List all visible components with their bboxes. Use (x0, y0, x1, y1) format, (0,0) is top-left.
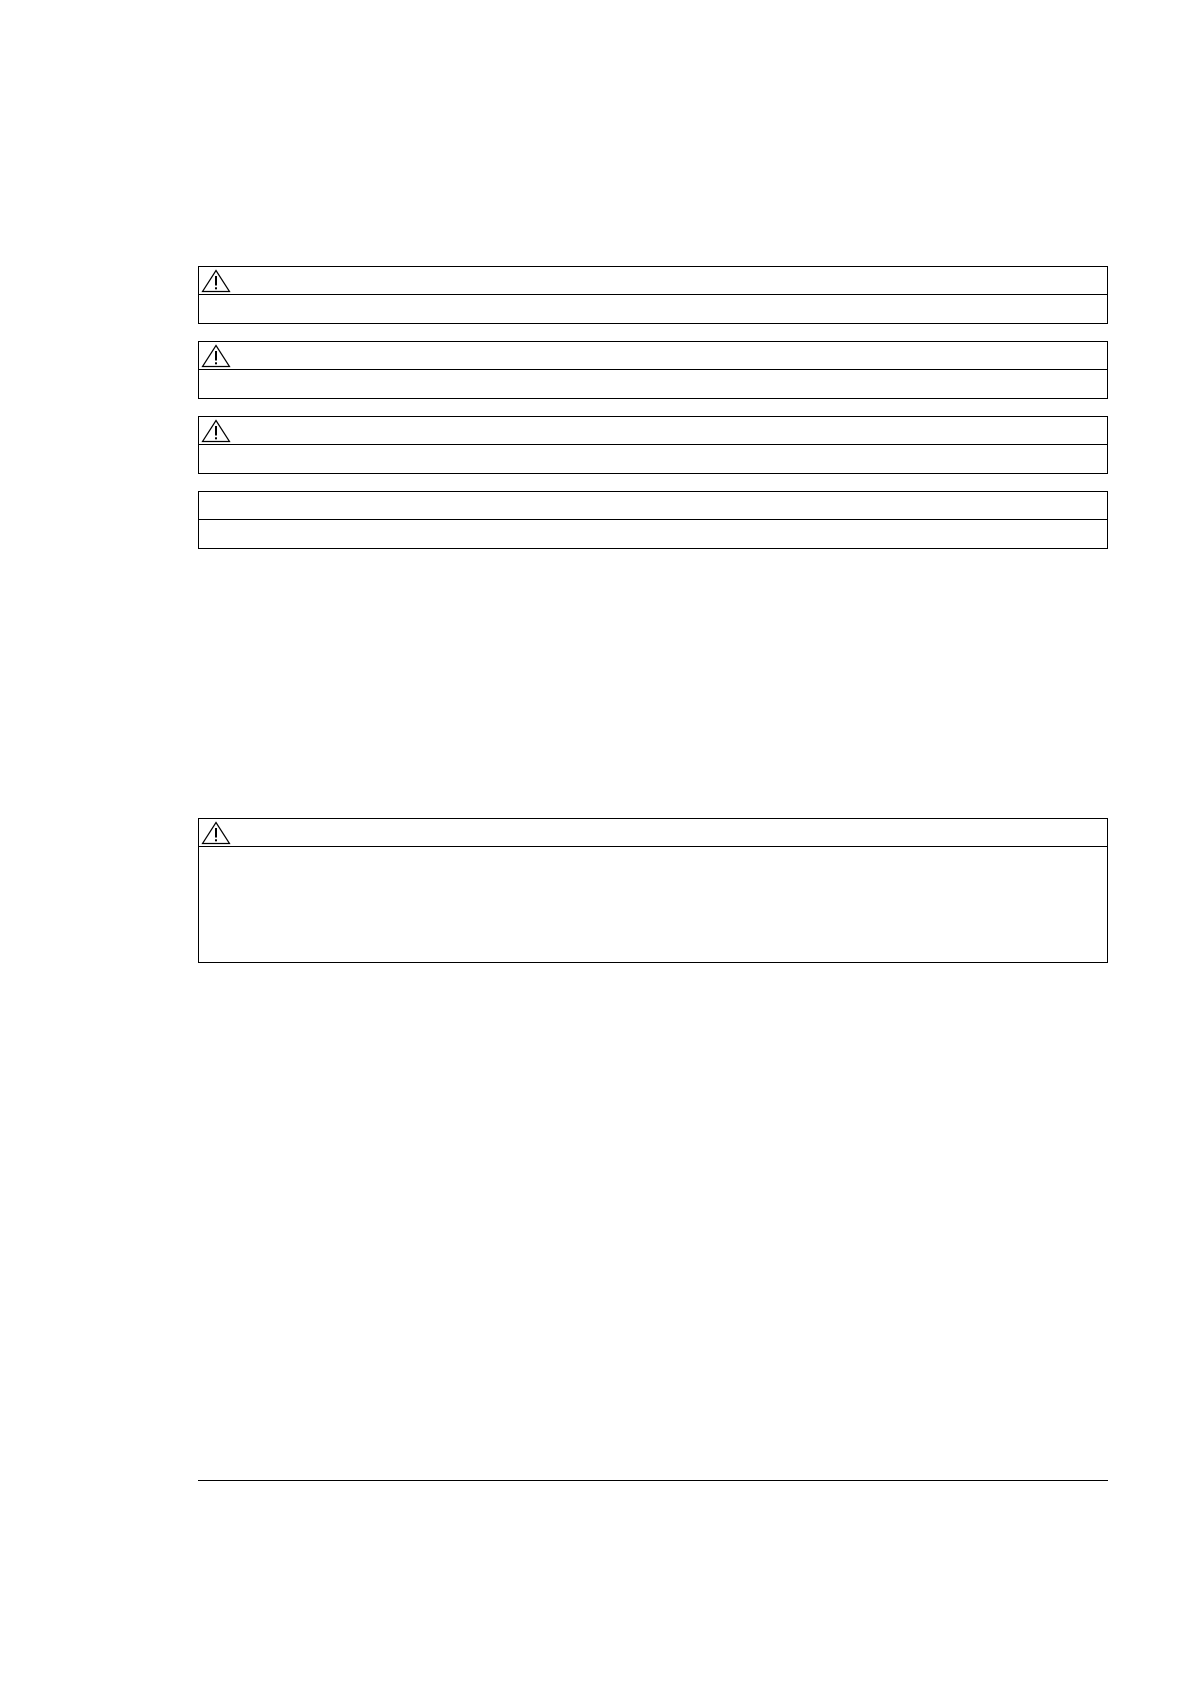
warning-triangle-icon (201, 821, 231, 845)
notice-body (199, 445, 1107, 473)
notice-body (199, 295, 1107, 323)
footer-divider (198, 1480, 1108, 1481)
notice-header (199, 417, 1107, 445)
warning-notice-1 (198, 266, 1108, 324)
warning-notice-3 (198, 416, 1108, 474)
warning-triangle-icon (201, 344, 231, 368)
notice-header (199, 819, 1107, 847)
warning-triangle-icon (201, 419, 231, 443)
warning-triangle-icon (201, 269, 231, 293)
notice-body (199, 370, 1107, 398)
warning-notice-2 (198, 341, 1108, 399)
notice-body (199, 847, 1107, 962)
notice-header (199, 267, 1107, 295)
note-notice (198, 491, 1108, 549)
notice-body (199, 520, 1107, 548)
notice-header (199, 342, 1107, 370)
warning-notice-5 (198, 818, 1108, 963)
notice-header (199, 492, 1107, 520)
